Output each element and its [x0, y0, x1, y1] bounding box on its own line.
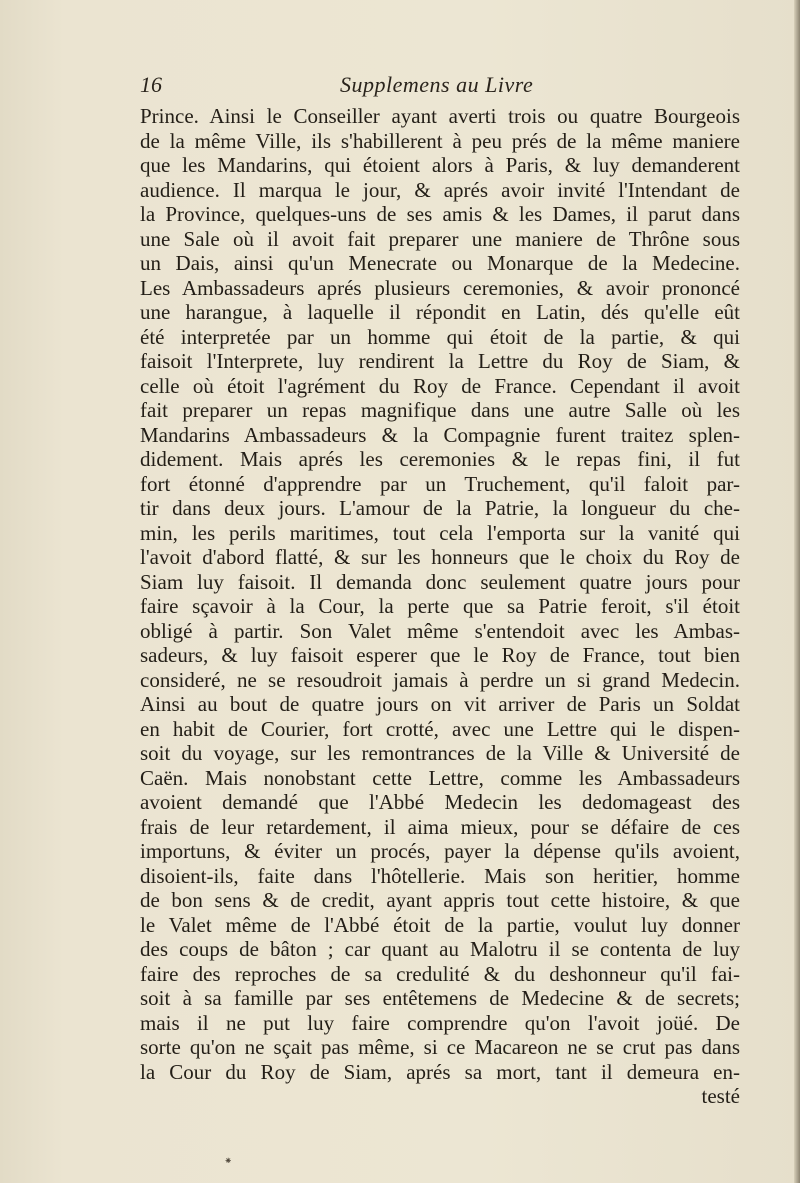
text-line: le Valet même de l'Abbé étoit de la partie, voulut luy donner	[140, 912, 740, 937]
page-edge-shadow	[794, 0, 800, 1183]
text-line: Mandarins Ambassadeurs & la Compagnie furent traitez splen-	[140, 422, 740, 447]
text-line: un Dais, ainsi qu'un Menecrate ou Monarque de la Medecine.	[140, 251, 740, 275]
text-line: audience. Il marqua le jour, & aprés avoir invité l'Intendant de	[140, 177, 740, 202]
text-line: sorte qu'on ne sçait pas même, si ce Macareon ne se crut pas dans	[140, 1035, 740, 1059]
text-line: en habit de Courier, fort crotté, avec une Lettre qui le dispen-	[140, 716, 740, 741]
text-line: tir dans deux jours. L'amour de la Patrie, la longueur du che-	[140, 496, 740, 520]
signature-mark: ⁕	[224, 1156, 233, 1167]
text-line: une Sale où il avoit fait preparer une maniere de Thrône sous	[140, 226, 740, 251]
text-line: des coups de bâton ; car quant au Malotru il se contenta de luy	[140, 937, 740, 961]
text-line: importuns, & éviter un procés, payer la dépense qu'ils avoient,	[140, 839, 740, 863]
text-line: frais de leur retardement, il aima mieux, pour se défaire de ces	[140, 814, 740, 839]
text-line: avoient demandé que l'Abbé Medecin les dedomageast des	[140, 790, 740, 814]
text-line: faisoit l'Interprete, luy rendirent la Lettre du Roy de Siam, &	[140, 349, 740, 373]
running-title: Supplemens au Livre	[340, 72, 534, 97]
text-line: fort étonné d'apprendre par un Truchement, qu'il faloit par-	[140, 471, 740, 496]
text-line: faire sçavoir à la Cour, la perte que sa Patrie feroit, s'il étoit	[140, 594, 740, 618]
text-line: soit du voyage, sur les remontrances de la Ville & Université de	[140, 741, 740, 765]
text-line: disoient-ils, faite dans l'hôtellerie. Mais son heritier, homme	[140, 863, 740, 888]
page-header	[140, 72, 740, 102]
text-line: la Cour du Roy de Siam, aprés sa mort, tant il demeura en-	[140, 1059, 740, 1084]
text-line: Caën. Mais nonobstant cette Lettre, comme les Ambassadeurs	[140, 765, 740, 790]
text-line: de bon sens & de credit, ayant appris tout cette histoire, & que	[140, 888, 740, 912]
text-line: de la même Ville, ils s'habillerent à peu prés de la même maniere	[140, 128, 740, 153]
text-line: que les Mandarins, qui étoient alors à Paris, & luy demanderent	[140, 153, 740, 177]
text-line: Siam luy faisoit. Il demanda donc seulement quatre jours pour	[140, 569, 740, 594]
text-line: Prince. Ainsi le Conseiller ayant averti trois ou quatre Bourgeois	[140, 104, 740, 128]
text-line: été interpretée par un homme qui étoit de la partie, & qui	[140, 324, 740, 349]
text-line: l'avoit d'abord flatté, & sur les honneurs que le choix du Roy de	[140, 545, 740, 569]
text-line: faire des reproches de sa credulité & du deshonneur qu'il fai-	[140, 961, 740, 986]
text-line: obligé à partir. Son Valet même s'entendoit avec les Ambas-	[140, 618, 740, 643]
text-line: fait preparer un repas magnifique dans une autre Salle où les	[140, 398, 740, 422]
text-line: la Province, quelques-uns de ses amis & les Dames, il parut dans	[140, 202, 740, 226]
text-line: min, les perils maritimes, tout cela l'emporta sur la vanité qui	[140, 520, 740, 545]
text-line: consideré, ne se resoudroit jamais à perdre un si grand Medecin.	[140, 667, 740, 692]
text-line: testé	[701, 1084, 740, 1108]
text-line: soit à sa famille par ses entêtemens de Medecine & de secrets;	[140, 986, 740, 1010]
text-line: didement. Mais aprés les ceremonies & le repas fini, il fut	[140, 447, 740, 471]
text-line: Les Ambassadeurs aprés plusieurs ceremonies, & avoir prononcé	[140, 275, 740, 300]
text-line: sadeurs, & luy faisoit esperer que le Roy de France, tout bien	[140, 643, 740, 667]
body-text	[140, 104, 740, 1109]
text-line: une harangue, à laquelle il répondit en Latin, dés qu'elle eût	[140, 300, 740, 324]
text-line: Ainsi au bout de quatre jours on vit arriver de Paris un Soldat	[140, 692, 740, 716]
text-line: celle où étoit l'agrément du Roy de France. Cependant il avoit	[140, 373, 740, 398]
text-line: mais il ne put luy faire comprendre qu'on l'avoit joüé. De	[140, 1010, 740, 1035]
page-number: 16	[140, 72, 162, 97]
